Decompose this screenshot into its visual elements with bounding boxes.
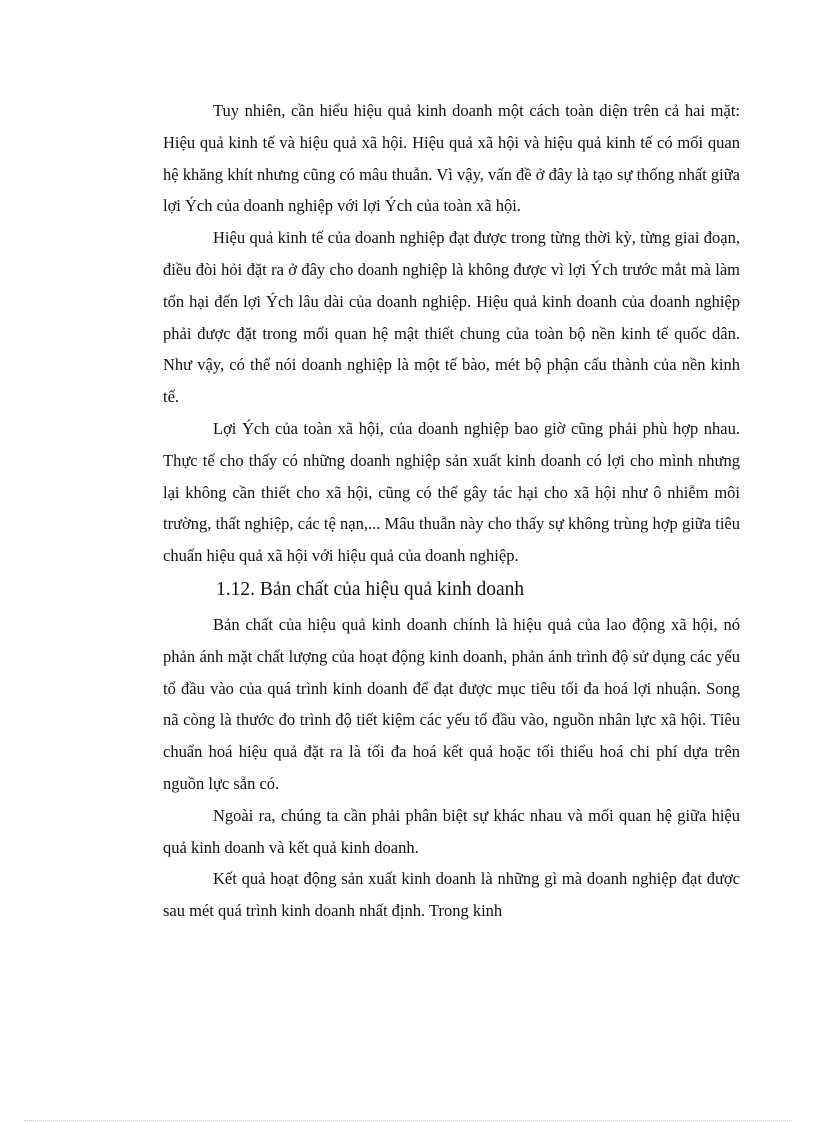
paragraph: Hiệu quả kinh tế của doanh nghiệp đạt được trong từng thời kỳ, từng giai đoạn, điều đòi hỏi đặt ra ở đây cho doanh nghiệp là không được vì lợi Ých trước mắt mà làm tổn hại đến lợi Ých lâu dài của doanh nghiệp. Hiệu quả kinh doanh của doanh nghiệp phải được đặt trong mối quan hệ mật thiết chung của toàn bộ nền kinh tế quốc dân. Như vậy, có thể nói doanh nghiệp là một tế bào, mét bộ phận cấu thành của nền kinh tế. xyxy=(163,228,740,407)
paragraph: Kết quả hoạt động sản xuất kinh doanh là những gì mà doanh nghiệp đạt được sau mét quá trình kinh doanh nhất định. Trong kinh xyxy=(163,869,740,921)
paragraph: Tuy nhiên, cần hiểu hiệu quả kinh doanh một cách toàn diện trên cả hai mặt: Hiệu quả kinh tế và hiệu quả xã hội. Hiệu quả xã hội và hiệu quả kinh tế có mối quan hệ khăng khít nhưng cũng có mâu thuẫn. Vì vậy, vấn đề ở đây là tạo sự thống nhất giữa lợi Ých của doanh nghiệp với lợi Ých của toàn xã hội. xyxy=(163,101,740,216)
document-page xyxy=(163,95,740,927)
paragraph: Lợi Ých của toàn xã hội, của doanh nghiệp bao giờ cũng phải phù hợp nhau. Thực tế cho thấy có những doanh nghiệp sản xuất kinh doanh có lợi cho mình nhưng lại không cần thiết cho xã hội, cũng có thể gây tác hại cho xã hội như ô nhiễm môi trường, thất nghiệp, các tệ nạn,... Mâu thuẫn này cho thấy sự không trùng hợp giữa tiêu chuẩn hiệu quả xã hội với hiệu quả của doanh nghiệp. xyxy=(163,418,740,566)
section-heading: 1.12. Bản chất của hiệu quả kinh doanh xyxy=(216,578,525,600)
page-bottom-divider xyxy=(24,1120,792,1121)
paragraph: Ngoài ra, chúng ta cần phải phân biệt sự khác nhau và mối quan hệ giữa hiệu quả kinh doanh và kết quả kinh doanh. xyxy=(163,805,740,857)
paragraph: Bản chất của hiệu quả kinh doanh chính là hiệu quả của lao động xã hội, nó phản ánh mặt chất lượng của hoạt động kinh doanh, phản ánh trình độ sử dụng các yếu tố đầu vào của quá trình kinh doanh để đạt được mục tiêu tối đa hoá lợi nhuận. Song nã còng là thước đo trình độ tiết kiệm các yếu tố đầu vào, nguồn nhân lực xã hội. Tiêu chuẩn hoá hiệu quả đặt ra là tối đa hoá kết quả hoặc tối thiểu hoá chi phí dựa trên nguồn lực sẵn có. xyxy=(163,614,740,793)
